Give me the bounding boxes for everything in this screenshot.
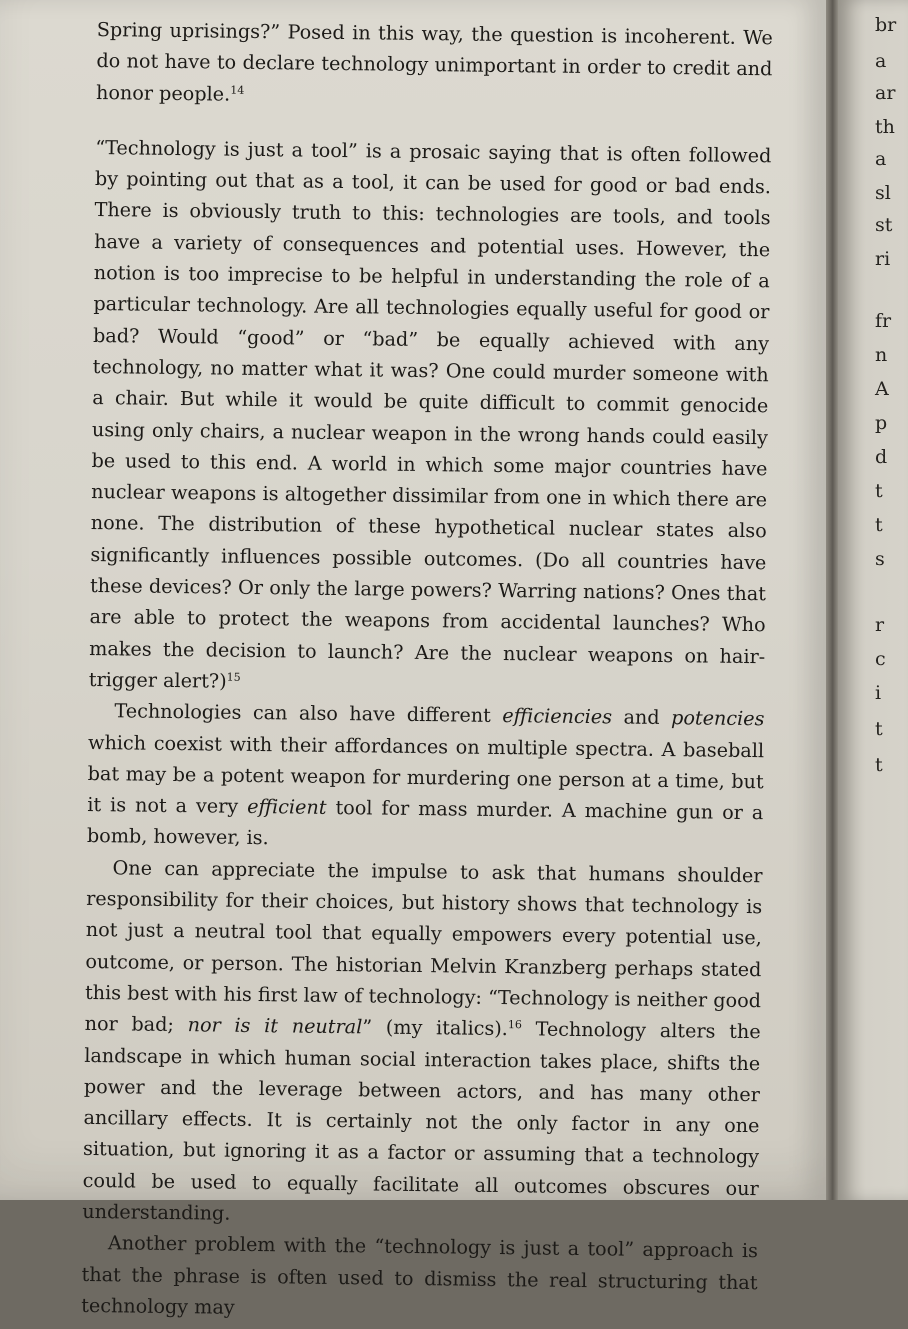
paragraph-3-text-c: ” (my italics). [362, 1015, 509, 1041]
fragment: r [875, 614, 885, 636]
fragment: t [875, 480, 883, 502]
paragraph-1-text: “Technology is just a tool” is a prosaic saying that is often followed by pointing out that as a tool, it can be used for good or bad ends. There is obviously truth to this: technologies are tools, and tools have a variety of consequences and potential uses. However, the notion is too imprecise to be helpful in understanding the role of a particular technology. Are all technologies equally useful for good or bad? Would “good” or “bad” be equally achieved with any technology, no matter what it was? One could murder someone with a chair. But while it would be quite difficult to commit genocide using only chairs, a nuclear weapon in the wrong hands could easily be used to this end. A world in which some major countries have nuclear weapons is altogether dissimilar from one in which there are none. The distribution of these hypothetical nuclear states also significantly influences possible outcomes. (Do all countries have these devices? Or only the large powers? Warring nations? Ones that are able to protect the weapons from accidental launches? Who makes the decision to launch? Are the nuclear weapons on hair-trigger alert?) [88, 135, 772, 693]
fragment: th [875, 116, 895, 138]
paragraph-4-text: Another problem with the “technology is just a tool” approach is that the phrase is often used to dismiss the real structuring that technology may [81, 1231, 759, 1319]
right-page [838, 0, 908, 1200]
fragment: a [875, 50, 887, 72]
italic-potencies: potencies [670, 706, 765, 731]
italic-nor-is-it-neutral: nor is it neutral [187, 1013, 363, 1039]
fragment: ri [875, 248, 891, 270]
footnote-ref-16: 16 [507, 1018, 522, 1032]
fragment: n [875, 344, 888, 366]
fragment: d [875, 446, 888, 468]
paragraph-4 [81, 1227, 758, 1329]
fragment: a [875, 148, 887, 170]
paragraph-2 [87, 695, 765, 860]
italic-efficiencies: efficiencies [502, 704, 613, 729]
book-gutter [826, 0, 838, 1200]
paragraph-3-text-a: One can appreciate the impulse to ask that humans shoulder responsibility for their choices, but history shows that technology is not just a neutral tool that equally empowers every potential use, outcome, or person. The historian Melvin Kranzberg perhaps stated this best with his first law of technology: “Technology is neither good nor bad; [84, 855, 763, 1037]
fragment: fr [875, 310, 892, 332]
fragment: c [875, 648, 886, 670]
fragment: t [875, 514, 883, 536]
footnote-ref-15: 15 [226, 670, 241, 684]
fragment: A [875, 378, 889, 400]
paragraph-3 [82, 852, 763, 1236]
paragraph-0-text: Spring uprisings?” Posed in this way, the question is incoherent. We do not have to declare technology unimportant in order to credit and honor people. [95, 17, 773, 106]
fragment: s [875, 548, 885, 570]
fragment: t [875, 718, 883, 740]
fragment: st [875, 214, 893, 236]
paragraph-2-text-a: Technologies can also have different [114, 699, 503, 728]
italic-efficient: efficient [247, 795, 327, 819]
paragraph-3-text-d: Technology alters the landscape in which human social interaction takes place, shifts the power and the leverage between actors, and has many other ancillary effects. It is certainly not the only factor in any one situation, but ignoring it as a factor or assuming that a technology could be used to equally facilitate all outcomes obscures our understanding. [82, 1017, 761, 1225]
paragraph-2-text-e: which coexist with their affordances on multiple spectra. A baseball bat may be a potent weapon for murdering one person at a time, but it is not a very [87, 730, 765, 819]
fragment: t [875, 754, 883, 776]
fragment: p [875, 412, 888, 434]
paragraph-1 [89, 132, 772, 704]
fragment: ar [875, 82, 896, 104]
paragraph-2-text-c: and [611, 705, 672, 730]
paragraph-2-text-g: tool for mass murder. A machine gun or a bomb, however, is. [86, 795, 764, 850]
page-text [81, 14, 773, 1329]
fragment: i [875, 682, 882, 704]
fragment: br [875, 14, 897, 36]
paragraph-0 [96, 14, 773, 116]
footnote-ref-14: 14 [230, 83, 245, 97]
fragment: sl [875, 182, 891, 204]
